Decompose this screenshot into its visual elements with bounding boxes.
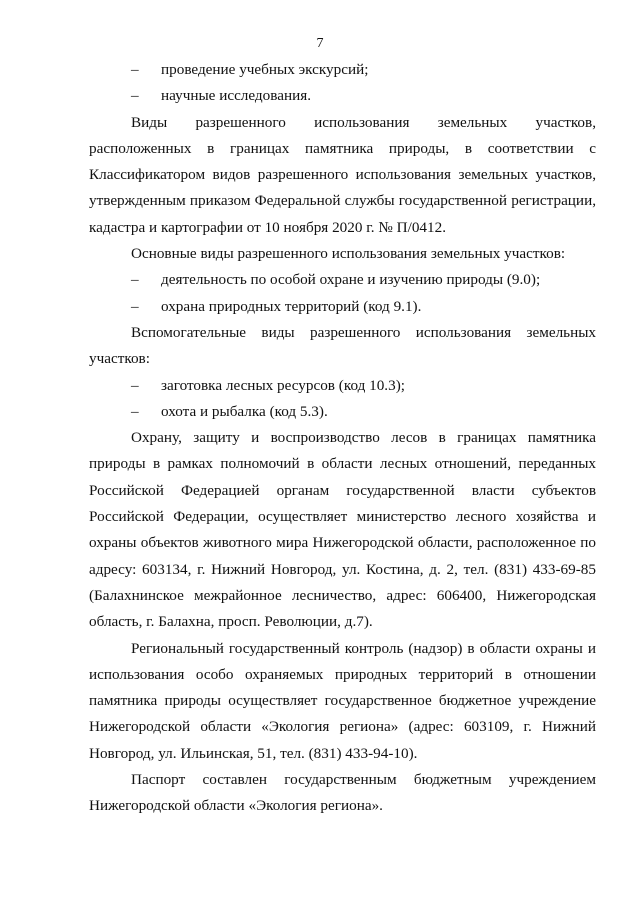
list-item	[89, 83, 596, 109]
list-dash: –	[131, 376, 139, 394]
paragraph-passport-compiled: Паспорт составлен государственным бюджетным учреждением Нижегородской области «Экология региона».	[89, 771, 596, 815]
list-item-text: деятельность по особой охране и изучению природы (9.0);	[161, 271, 541, 289]
list-dash: –	[131, 297, 139, 315]
list-dash: –	[131, 402, 139, 420]
list-item	[89, 57, 596, 83]
list-item-text: охрана природных территорий (код 9.1).	[161, 297, 422, 315]
list-item-text: научные исследования.	[161, 87, 311, 105]
list-dash: –	[131, 87, 139, 105]
list-dash: –	[131, 61, 139, 78]
paragraph-forest-protection: Охрану, защиту и воспроизводство лесов в границах памятника природы в рамках полномочий в области лесных отношений, переданных Российской Федерацией органам государственной власти субъектов Российской Федерации, осуществляет министерство лесного хозяйства и охраны объектов животного мира Нижегородской области, расположенное по адресу: 603134, г. Нижний Новгород, ул. Костина, д. 2, тел. (831) 433-69-85 (Балахнинское межрайонное лесничество, адрес: 606400, Нижегородская область, г. Балахна, просп. Революции, д.7).	[89, 429, 596, 631]
list-item-text: проведение учебных экскурсий;	[161, 61, 369, 78]
paragraph-auxiliary-types-heading: Вспомогательные виды разрешенного использования земельных участков:	[89, 323, 596, 368]
list-item	[89, 294, 596, 320]
list-dash: –	[131, 271, 139, 289]
paragraph-land-use-types: Виды разрешенного использования земельных участков, расположенных в границах памятника природы, в соответствии с Классификатором видов разрешенного использования земельных участков, утвержденным приказом Федеральной службы государственной регистрации, кадастра и картографии от 10 ноября 2020 г. № П/0412.	[89, 113, 596, 236]
paragraph-main-types-heading: Основные виды разрешенного использования земельных участков:	[131, 245, 566, 263]
page-number: 7	[316, 36, 324, 51]
list-item	[89, 373, 596, 399]
list-item	[89, 267, 596, 293]
list-item-text: заготовка лесных ресурсов (код 10.3);	[161, 376, 405, 394]
list-item	[89, 399, 596, 425]
list-item-text: охота и рыбалка (код 5.3).	[161, 402, 328, 420]
document-body	[89, 57, 596, 820]
paragraph-regional-control: Региональный государственный контроль (надзор) в области охраны и использования особо охраняемых природных территорий в отношении памятника природы осуществляет государственное бюджетное учреждение Нижегородской области «Экология региона» (адрес: 603109, г. Нижний Новгород, ул. Ильинская, 51, тел. (831) 433-94-10).	[89, 639, 596, 762]
